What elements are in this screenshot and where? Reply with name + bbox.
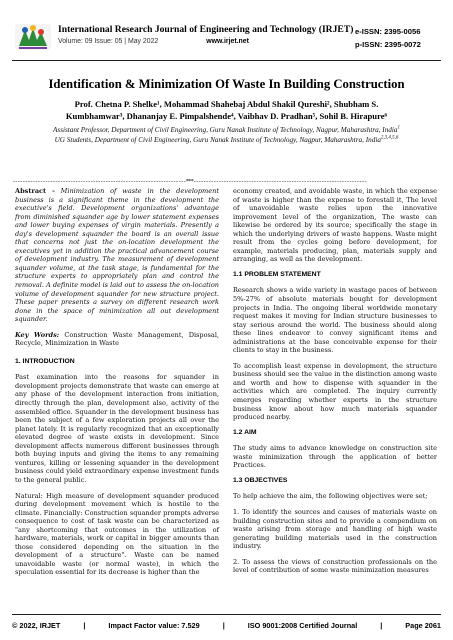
affiliations — [30, 126, 423, 146]
journal-logo-icon — [13, 20, 53, 54]
objective-1: 1. To identify the sources and causes of materials waste on building construction sites and to provide a compendium on waste arising from storage and handling of high waste generating building materials used in the construction industry. — [233, 507, 437, 551]
p-issn: p-ISSN: 2395-0072 — [355, 40, 421, 49]
affiliation-2-text: UG Students, Department of Civil Engineering, Guru Nanak Institute of Technology, Nagpur, Maharashtra, India — [54, 135, 381, 144]
paper-title: Identification & Minimization Of Waste In Building Construction — [48, 77, 405, 91]
section-heading-objectives: 1.3 OBJECTIVES — [233, 476, 288, 484]
intro-paragraph-2-continued: economy created, and avoidable waste, in which the expense of waste is higher than the expense to forestall it, The level of unavoidable waste relies upon the innovative improvement level of the organization, The waste can likewise be ordered by its source; specifically the stage in which the underlying drivers of waste happens. Waste might result from the cycles going before development, for example, materials producing, plan, materials supply and arranging, as well as the development. — [233, 187, 437, 264]
journal-name: International Research Journal of Engineering and Technology (IRJET) — [58, 24, 354, 35]
objective-2: 2. To assess the views of construction professionals on the level of contribution of some waste minimization measures — [233, 557, 437, 575]
affiliation-2 — [30, 136, 423, 146]
keywords — [15, 331, 219, 348]
footer-page-number: Page 2061 — [405, 621, 441, 630]
author-list — [40, 99, 413, 122]
footer-separator: | — [380, 621, 383, 630]
journal-subline — [58, 38, 323, 45]
journal-website[interactable]: www.irjet.net — [206, 38, 249, 45]
e-issn: e-ISSN: 2395-0056 — [355, 27, 421, 36]
page-footer — [12, 621, 441, 630]
section-heading-problem-statement: 1.1 PROBLEM STATEMENT — [233, 270, 321, 278]
abstract-label: Abstract - — [15, 187, 55, 195]
footer-separator: | — [83, 621, 86, 630]
section-heading-introduction: 1. INTRODUCTION — [15, 357, 75, 365]
issn-block — [355, 25, 421, 51]
intro-paragraph-1: Past examination into the reasons for squander in development projects demonstrate that waste can emerge at any phase of the development interaction from initiation, directly through the plan, development also, activity of the assembled office. Squander in the development business has been the subject of a few exploration projects all over the planet lately. It is regularly recognized that an exceptionally elevated degree of waste exists in development. Since development affects numerous different businesses through both buying inputs and giving the items to any remaining ventures, killing or lessening squander in the development business could yield extraordinary expense investment funds to the general public. — [15, 373, 219, 484]
abstract-text: Minimization of waste in the development business is a significant theme in the development the executive's field. Development organizations' advantage from diminished squander age by lower statement expenses and lower buying expenses of virgin materials. Presently a day's development squander the board is an overall issue that concerns not just the on-location development the executives yet in addition the practical advancement course of development industry. The measurement of development squander volume, at the task stage, is fundamental for the structure experts to appropriately plan and control the removal. A definite model is laid out to assess the on-location volume of development squander for new structure project. These paper presents a survey on different research work done in the space of minimization all out development squander. — [15, 187, 219, 324]
footer-separator: | — [222, 621, 225, 630]
footer-iso: ISO 9001:2008 Certified Journal — [247, 621, 358, 630]
header-rule — [12, 60, 441, 61]
authors-line-2: Kumbhamwar³, Dhananjay E. Pimpalshende⁴, Vaibhav D. Pradhan⁵, Sohil B. Hirapure⁶ — [65, 110, 388, 121]
section-heading-aim: 1.2 AIM — [233, 428, 257, 436]
keywords-label: Key Words: — [15, 330, 60, 339]
problem-paragraph-2: To accomplish least expense in development, the structure business should see the value in the distinction among waste and worth and how to dispense with squander in the activities which are completed. The inquiry currently emerges regarding whether experts in the structure business know about how much materials squander produced nearby. — [233, 361, 437, 422]
footer-impact-factor: Impact Factor value: 7.529 — [108, 621, 200, 630]
affiliation-1-text: Assistant Professor, Department of Civil Engineering, Guru Nanak Institute of Technology, Nagpur, Maharashtra, India — [53, 126, 398, 134]
affiliation-1-sup: 1 — [397, 125, 400, 131]
authors-line-1: Prof. Chetna P. Shelke¹, Mohammad Shahebaj Abdul Shakil Qureshi², Shubham S. — [74, 99, 379, 109]
right-column — [233, 187, 437, 582]
journal-header — [58, 24, 354, 45]
affiliation-1 — [30, 126, 423, 136]
volume-issue: Volume: 09 Issue: 05 | May 2022 — [58, 38, 159, 45]
problem-paragraph-1: Research shows a wide variety in wastage paces of between 5%-27% of absolute materials bought for development projects in India. The ongoing liberal worldwide monetary request makes it moving for Indian structure businesses to stay serious around the world. The business should along these lines endeavor to convey significant items and administrations at the base conceivable expense for their clients to stay in the business. — [233, 286, 437, 355]
aim-paragraph: The study aims to advance knowledge on construction site waste minimization through the application of better Practices. — [233, 444, 437, 470]
separator-line: ---------------------------------------------------------------------***--------------------------------------------------------------------- — [12, 179, 367, 185]
keywords-text: Construction Waste Management, Disposal, Recycle, Minimization in Waste — [15, 330, 219, 348]
affiliation-2-sup: 2,3,4,5,6 — [380, 135, 399, 141]
footer-copyright: © 2022, IRJET — [12, 621, 61, 630]
abstract — [15, 187, 219, 324]
footer-rule — [12, 614, 441, 615]
left-column — [15, 187, 219, 584]
intro-paragraph-2: Natural: High measure of development squander produced during development movement which is hostile to the climate. Financially: Construction squander prompts adverse consequence to cost of task waste can be characterized as "any shortcoming that outcomes in the utilization of hardware, materials, work or capital in bigger amounts than those considered depending on the situation in the development of a structure". Waste can be named unavoidable waste (or normal waste), in which the speculation essential for its decrease is higher than the — [15, 491, 219, 577]
objectives-intro: To help achieve the aim, the following objectives were set; — [233, 492, 428, 501]
